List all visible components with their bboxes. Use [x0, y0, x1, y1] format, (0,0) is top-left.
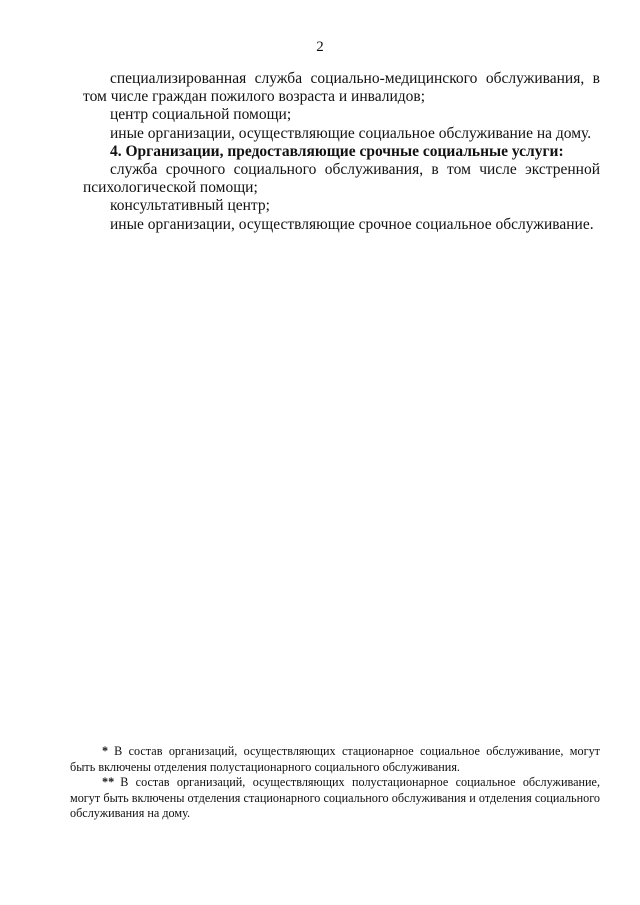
- paragraph-social-help-center: центр социальной помощи;: [110, 106, 292, 124]
- footnote-mark: **: [102, 775, 115, 790]
- document-body: [83, 70, 600, 234]
- footnote-mark: *: [102, 744, 109, 758]
- footnote-text: В состав организаций, осуществляющих стационарное социальное обслуживание, могут быть включены отделения полустационарного социального обслуживания.: [70, 744, 600, 774]
- paragraph-specialized-service: специализированная служба социально-медицинского обслуживания, в том числе граждан пожилого возраста и инвалидов;: [83, 70, 600, 106]
- paragraph-other-home-service-orgs: иные организации, осуществляющие социальное обслуживание на дому.: [110, 124, 592, 142]
- paragraph-consulting-center: консультативный центр;: [110, 197, 270, 215]
- page-number: 2: [316, 39, 324, 55]
- footnotes: [70, 744, 600, 822]
- paragraph-urgent-service: служба срочного социального обслуживания, в том числе экстренной психологической помощи;: [83, 161, 600, 197]
- paragraph-other-urgent-service-orgs: иные организации, осуществляющие срочное социальное обслуживание.: [110, 215, 594, 233]
- footnote-text: В состав организаций, осуществляющих полустационарное социальное обслуживание, могут быть включены отделения стационарного социального обслуживания и отделения социального обслуживания на дому.: [70, 775, 600, 821]
- footnote-stationary: [70, 744, 600, 775]
- section-heading-urgent-services: 4. Организации, предоставляющие срочные социальные услуги:: [110, 142, 564, 160]
- footnote-semi-stationary: [70, 775, 600, 822]
